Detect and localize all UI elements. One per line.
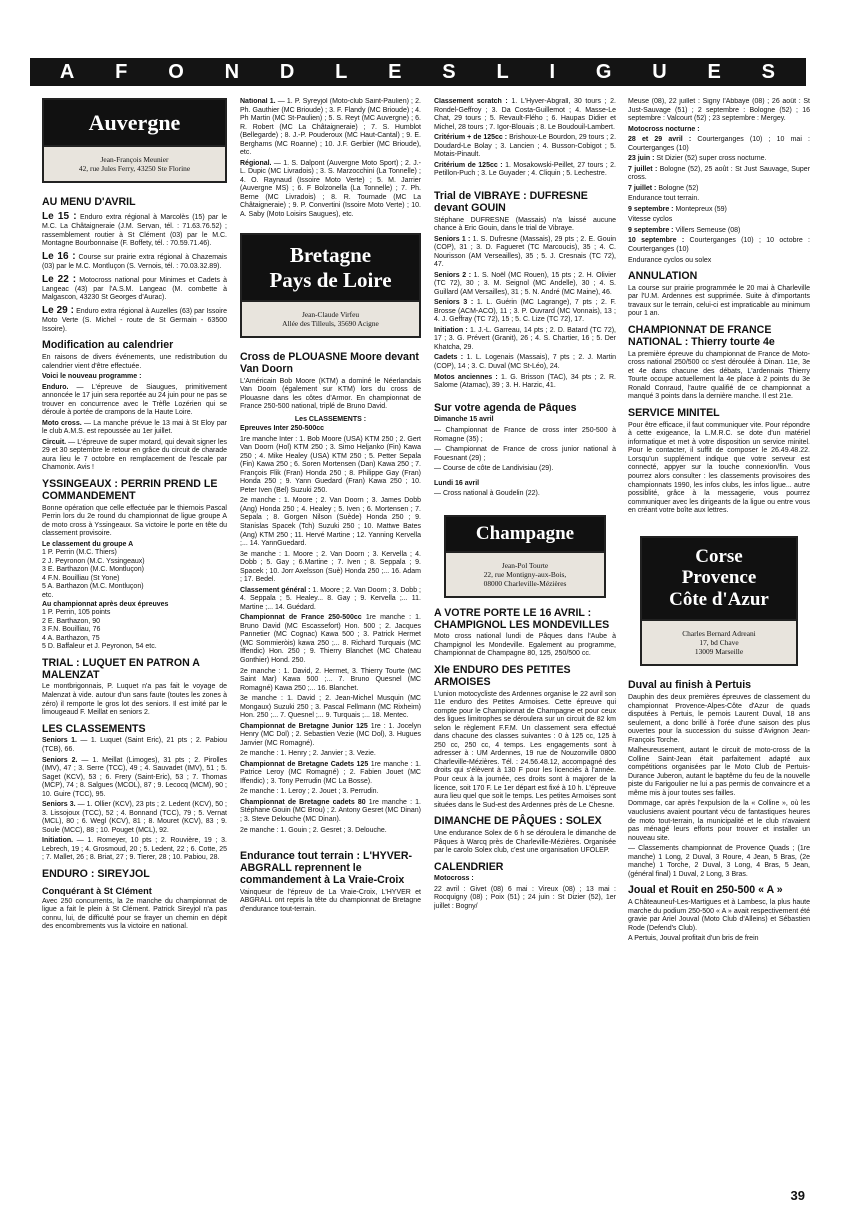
contact-address: Allée des Tilleuls, 35690 Acigne	[282, 318, 379, 328]
title-line: Côte d'Azur	[669, 589, 769, 611]
paragraph: 22 avril : Givet (08) 6 mai : Vireux (08) ; 13 mai : Rocquigny (08) ; Poix (51) ; 24 juin : St Dizier (52), 1er juillet : Bogny/	[434, 885, 616, 911]
lead: Régional.	[240, 159, 272, 167]
text: 1. L. Logenais (Massais), 7 pts ; 2. J. Martin (COP), 14 ; 3. C. Duval (MC St-Léo), 24.	[434, 354, 616, 370]
list-item: 4 F.N. Bouilliau (St Yone)	[42, 574, 120, 582]
lead: National 1.	[240, 98, 276, 105]
paragraph	[42, 439, 227, 473]
paragraph: 2e manche : 1. Henry ; 2. Janvier ; 3. Vezie.	[240, 750, 376, 758]
title-line: Pays de Loire	[269, 267, 392, 292]
text: 1. J.-L. Garreau, 14 pts ; 2. D. Batard (TC 72), 17 ; 3. G. Prévert (Granit), 26 ; 4. S. Chartier, 16 ; 5. Der Khatcha, 29.	[434, 326, 616, 351]
paragraph	[434, 299, 616, 325]
paragraph	[42, 274, 227, 303]
column-1	[42, 98, 227, 1198]
list-heading: Le classement du groupe A	[42, 540, 134, 548]
headline: YSSINGEAUX : PERRIN PREND LE COMMANDEMENT	[42, 477, 218, 502]
text: — L'épreuve de super motard, qui devait signer les 29 et 30 septembre le retour en grâce du circuit de charade aura lieu le 7 octobre en remplacement de l'escale par Chamonix. Avis !	[42, 438, 227, 472]
banner-letter: G	[595, 60, 613, 83]
league-contact	[446, 551, 604, 596]
lead: Initiation.	[42, 837, 74, 845]
paragraph	[42, 757, 227, 800]
paragraph: Endurance tout terrain.	[628, 195, 700, 203]
paragraph	[42, 305, 227, 334]
list-item: 5 D. Baffaleur et J. Peyronon, 54 etc.	[42, 643, 157, 651]
league-box-auvergne	[42, 98, 227, 183]
banner-letter: E	[388, 60, 403, 83]
banner-letter: A	[59, 60, 76, 83]
lead: Enduro.	[42, 383, 69, 391]
list-item: 4 A. Barthazon, 75	[42, 634, 100, 642]
paragraph	[434, 272, 616, 298]
lead: 7 juillet :	[628, 165, 658, 173]
paragraph	[628, 185, 810, 194]
banner-letter: I	[549, 60, 557, 83]
text: — 1. P. Syreyjol (Moto-club Saint-Paulien) ; 2. Ph. Gauthier (MC Brioude) ; 3. F. Flandy (MC Brioude) ; 4. Ph Martin (MC St-Paulien) ; 5. S. Reyt (MC Auvergne) ; 6. R. Robert (MC La Châtaigneraie) ; 7. S. Humblot (Bellegarde) ; 8. J.-P. Pouderoux (MC Haut-Cantal) ; 9. E. Berghams (MC Roanne) ; 10. J.F. Gerbier (MC Brioude), etc.	[240, 98, 421, 157]
league-title: Champagne	[446, 517, 604, 551]
text: 1. S. Noël (MC Rouen), 15 pts ; 2. H. Olivier (TC 72), 30 ; 3. M. Seignol (MC Andelle), 30 ; 4. S. Guillard (AM Versailles), 31 ; 5. N. André (MC Maine), 46.	[434, 271, 616, 296]
section-banner	[30, 58, 806, 86]
text: Course sur prairie extra régional à Chazemais (03) par le M.C. Montluçon (S. Vernois, tél. : 70.03.32.89).	[42, 254, 227, 271]
paragraph	[240, 425, 421, 434]
headline: Modification au calendrier	[42, 339, 174, 352]
paragraph: A Pertuis, Jouval profitait d'un bris de frein	[628, 935, 759, 943]
paragraph: — Course de côte de Landivisiau (29).	[434, 465, 554, 473]
lead: 23 juin :	[628, 155, 655, 163]
date-lead: Le 22 :	[42, 273, 77, 285]
paragraph: L'union motocycliste des Ardennes organise le 22 avril son 11e enduro des Petites Armoises. Cette épreuve qui compte pour le Championnat de Champagne et pour ceux des ligues limitrophes se déroulera sur un circuit de 82 km selon le règlement F.F.M. Un classement sera effectué dans chacune des classes suivantes : 0 à 125 cc, 125 à 250 cc, 250 cc, 4 temps. Les engagements sont à adresser à : UM Ardennes, 19 rue de Nouzonville 0800 Charleville-Mézières. Tél. : 24.56.48.12, accompagné des droits qui s'élèvent à 130 F pour les licenciés à l'année. Pour ceux à la journée, ces droits sont à majorer de la licence, soit 170 F. Le 1er départ est fixé à 10 h. L'épreuve aura lieu quel que soit le temps. Les petites Armoises sont situées dans le Sud-est des Ardennes près de Le Chesne.	[434, 690, 616, 809]
lead: Circuit.	[42, 438, 67, 446]
text: — 1. Meillat (Limoges), 31 pts ; 2. Pirolles (IMV), 47 ; 3. Serre (TCC), 49 ; 4. Sauvadet (IMV), 51 ; 5. Saget (KCV), 53 ; 6. Frery (Saint-Eric), 53 ; 7. Thomas (MCP), 74 ; 8. Salgues (MCOL), 87 ; 9. Lecocq (MCM), 90 ; 10. Guire (TCC), 95.	[42, 756, 227, 798]
subhead: Voici le nouveau programme :	[42, 373, 142, 381]
paragraph	[628, 155, 810, 164]
text: — La manche prévue le 13 mai à St Eloy par le club A.M.S. est repoussée au 1er juillet.	[42, 419, 227, 436]
column-4	[628, 98, 810, 1198]
headline: Duval au finish à Pertuis	[628, 679, 752, 692]
lead: Seniors 1.	[42, 737, 77, 745]
headline: Endurance tout terrain : L'HYVER-ABGRALL reprennent le commandement à La Vraie-Croix	[240, 850, 413, 886]
contact-name: Charles Bernard Adreani	[682, 629, 756, 639]
paragraph: 3e manche : 1. David ; 2. Jean-Michel Musquin (MC Mongaux) Suzuki 250 ; 3. Pascal Fellmann (MC Rixheim) Hon. 250 ;... 7. Quesnel ;... 9. Turquais ;... 18. Mentec.	[240, 695, 421, 720]
paragraph	[42, 373, 227, 382]
paragraph: 2e manche : 1. David, 2. Hermet, 3. Thierry Tourte (MC Saint Mar) Kawa 500 ;... 7. Bruno Quesnel (MC Romagné) Kawa 250 ;... 16. Blanchet.	[240, 667, 421, 692]
paragraph: 2e manche : 1. Gouin ; 2. Gesret ; 3. Delouche.	[240, 826, 387, 834]
contact-name: Jean-François Meunier	[100, 155, 169, 165]
lead: Seniors 1 :	[434, 235, 471, 243]
paragraph: Meuse (08), 22 juillet : Signy l'Abbaye (08) ; 26 août : St Just-Sauvage (51) ; 2 septembre : Bologne (52) ; 16 septembre : Valcourt (52) ; 23 septembre : Mergey.	[628, 98, 810, 123]
list-item: 1 P. Perrin, 105 points	[42, 609, 111, 617]
paragraph: L'Américain Bob Moore (KTM) a dominé le Néerlandais Van Doorn (également sur KTM) lors du cross de Plouasne dans les côtes d'Armor. En championnat de France 250-500 national, triplé de Bruno David.	[240, 377, 421, 411]
paragraph	[42, 801, 227, 835]
paragraph	[42, 384, 227, 418]
paragraph	[434, 327, 616, 353]
paragraph: — Championnat de France de cross junior national à Fouesnant (29) ;	[434, 446, 616, 462]
paragraph: Stéphane DUFRESNE (Massais) n'a laissé aucune chance à Eric Gouin, dans le trial de Vibraye.	[434, 216, 616, 233]
paragraph	[434, 875, 616, 884]
paragraph: — Classements championnat de Provence Quads ; (1re manche) 1 Long, 2 Duval, 3 Roure, 4 Jean, 5 Bras, (2e manche) 1 Torche, 2 Duval, 3 Long, 4 Bras, 5 Jean, (général final) 1 Duval, 2 Long, 3 Bras.	[628, 845, 810, 878]
paragraph: 1re manche Inter : 1. Bob Moore (USA) KTM 250 ; 2. Gert Van Doorn (Hol) KTM 250 ; 3. Simo Heljanko (Fin) Kawa 250 ; 4. Mike Healey (USA) KTM 250 ; 5. Petter Sepala (Fin) Kawa 250 ; 6. Soren Mortensen (Dan) Kawa 250 ; 7. François Flik (Fran) Honda 250 ; 8. Philippe Gay (Fran) Honda 250 ; 9. Yann Guedard (Fran) Kawa 250 ; 10. Peter Iven (Bel) Suzuki 250.	[240, 435, 421, 494]
league-title	[242, 235, 419, 299]
paragraph	[240, 98, 421, 158]
banner-letter: S	[442, 60, 457, 83]
headline: Joual et Rouit en 250-500 « A »	[628, 884, 783, 897]
text: Courterganges (10) ; 10 octobre : Courterganges (10)	[628, 237, 810, 253]
results-list	[42, 541, 227, 652]
text: Motocross national pour Minimes et Cadets à Langeac (43) par l'A.S.M. Langeac (M. combette à Malgascon, 43230 St Georges d'Aurac).	[42, 276, 227, 302]
league-title	[642, 538, 796, 620]
list-item: 2 J. Peyronon (M.C. Yssingeaux)	[42, 557, 145, 565]
headline: DIMANCHE DE PÂQUES : SOLEX	[434, 815, 602, 828]
paragraph	[628, 126, 810, 135]
league-box-champagne	[444, 515, 606, 598]
text: Bologne (52)	[656, 184, 699, 192]
paragraph	[240, 723, 421, 749]
paragraph	[628, 136, 810, 153]
column-2	[240, 98, 421, 1198]
paragraph: — Championnat de France de cross inter 250-500 à Romagne (35) ;	[434, 426, 616, 443]
title-line: Provence	[681, 567, 757, 589]
headline: TRIAL : LUQUET EN PATRON A MALENZAT	[42, 656, 200, 681]
text: Bologne (52), 25 août : St Just Sauvage, Super cross.	[628, 165, 810, 182]
paragraph: Malheureusement, autant le circuit de moto-cross de la Colline Saint-Jean était parfaitement adapté aux compétitions organisées par le Moto Club de Pertuis-Durance Juberon, autant le baptême du feu de la nouvelle piste du Farigoulier ne lui a pas permis de convaincre et a même mis à jour toutes ses failles.	[628, 747, 810, 797]
paragraph	[628, 166, 810, 183]
paragraph: Endurance cyclos ou solex	[628, 256, 712, 264]
text: 1. S. Dufresne (Massais), 29 pts ; 2. E. Gouin (COP), 31 ; 3. D. Fagueret (TC Marcoucis), 35 ; 4. C. Nourisson (AM Verseailles), 35 ; 5. J. Cresnais (TC 72), 47.	[434, 235, 616, 269]
lead: Seniors 3.	[42, 801, 76, 809]
paragraph: La course sur prairie programmée le 20 mai à Charleville par l'U.M. Ardennes est supprimée. Suite à d'importants travaux sur le terrain, celui-ci est impraticable au minimum pour 1 an.	[628, 284, 810, 318]
contact-address: 22, rue Montigny-aux-Bois,	[483, 569, 567, 579]
text: Montepreux (59)	[673, 205, 727, 213]
paragraph	[434, 162, 616, 179]
lead: Cadets :	[434, 354, 464, 362]
paragraph: A Châteauneuf-Les-Martigues et à Lambesc, la plus haute marche du podium 250-500 « A » avait respectivement été gravie par Ariel Jouval (Moto Club d'Alleins) et Sébastien Rode (Defend's Club).	[628, 899, 810, 932]
paragraph	[240, 160, 421, 220]
headline: ANNULATION	[628, 270, 698, 283]
contact-city: 08000 Charleville-Mézières	[483, 578, 567, 588]
league-title: Auvergne	[44, 100, 225, 145]
league-contact	[44, 145, 225, 181]
banner-letter: F	[115, 60, 129, 83]
paragraph: Le montbrigonnais, P. Luquet n'a pas fait le voyage de Malenzat à vide. autour d'un sans faute (toutes les zones à zéro) il remporte le gros lot des seniors. Il est imité par le limougeaud F. Meillat en seniors 2.	[42, 683, 227, 717]
headline: XIe ENDURO DES PETITES ARMOISES	[434, 663, 571, 688]
lead: Championnat de Bretagne cadets 80	[240, 798, 366, 806]
text: — 1. S. Dalpont (Auvergne Moto Sport) ; 2. J.-L. Dupic (MC Livradois) ; 3. S. Marzocchini (La Tonnelle) ; 4. O. Raynaud (Issoire Moto Verte) ; 5. M. Jarrier (Auvergne MS) ; 6. F Bolzonella (La Tonnelle) ; 7. Ph. Berne (MC Livradois) ; 8. R. Tournade (MC La Châtaigneraie) ; 9. P. Convertini (Issoire Moto Verte) ; 10. A. Saby (Moto Loisirs Saugues), etc.	[240, 159, 421, 218]
page-number: 39	[790, 1188, 805, 1203]
paragraph: En raisons de divers événements, une redistribution du calendrier vient d'être effectuée.	[42, 354, 227, 370]
paragraph	[240, 761, 421, 787]
lead: 7 juillet :	[628, 184, 657, 192]
headline: Sur votre agenda de Pâques	[434, 401, 577, 414]
lead: Initiation :	[434, 326, 468, 334]
list-item: 1 P. Perrin (M.C. Thiers)	[42, 549, 117, 557]
text: — 1. Luquet (Saint Eric), 21 pts ; 2. Pabiou (TCB), 66.	[42, 737, 227, 753]
paragraph	[434, 134, 616, 160]
text: — 1. Ollier (KCV), 23 pts ; 2. Ledent (KCV), 50 ; 3. Lissojoux (TCC), 52 ; 4. Bonnand (TCC), 79 ; 5. Vernat (MCL), 80 ; 6. Wegl (KCV), 81 ; 8. Mouret (KCV), 83 ; 9. Soule (MCC), 88 ; 10. Pouget (MCL), 92.	[42, 801, 227, 834]
lead: Seniors 2.	[42, 756, 78, 764]
headline: AU MENU D'AVRIL	[42, 196, 136, 209]
paragraph: Dauphin des deux premières épreuves de classement du championnat Provence-Alpes-Côte d'Azur de quads disputées à Pertuis, le pernois Laurent Duval, 18 ans seulement, a donc brillé à l'orée d'une saison des plus ouvertes pour la succession du suisse d'Avignon Jean-François Torche.	[628, 694, 810, 744]
subheadline: Conquérant à St Clément	[42, 885, 152, 896]
lead: 10 septembre :	[628, 237, 685, 245]
banner-letter: L	[496, 60, 510, 83]
lead: Motocross nocturne :	[628, 125, 700, 133]
banner-letter: D	[279, 60, 296, 83]
lead: Motocross :	[434, 875, 474, 883]
paragraph: Pour être efficace, il faut communiquer vite. Pour répondre à cette exigeance, la L.M.R.C. se dote d'un matériel informatique et met à votre disposition un service minitel. Pour le contacter, il suffit de composer le 26.49.48.22. Lorsqu'un supplément indique que votre serveur est connecté, appyer sur la touche connexion/fin. Vous pourrez alors consulter : les classements provisoires des championnats 1990, les infos clubs, les infos ligue... autre possiblité, grâce à la messagerie, vous pourrez communiquer avec les dirigeants de la ligue ou entre vous en créant votre boîte aux lettres.	[628, 421, 810, 515]
lead: 9 septembre :	[628, 226, 674, 234]
column-3	[434, 98, 616, 1198]
text: 1. G. Brisson (TAC), 34 pts ; 2. R. Salome (Atamac), 39 ; 3. H. Harzic, 41.	[434, 373, 616, 390]
text: 1re : 1. Jocelyn Henry (MC Dol) ; 2. Sebastien Vezie (MC Dol), 3. Hugues Janvier (MC Romagné).	[240, 722, 421, 747]
text: Villers Semeuse (08)	[673, 226, 741, 234]
text: 1. L'Hyver-Abgrall, 30 tours ; 2. Rondel-Geffroy ; 3. Da Costa-Guillemot ; 4. Masse-Le Chat, 29 tours ; 5. Revault-Flého ; 6. Haupas Didier et Michel, 28 tours ; 7. Igor-Blouais ; 8. Le Boudouil-Lambert.	[434, 98, 616, 131]
title-line: Bretagne	[289, 243, 372, 268]
lead: 28 et 29 avril :	[628, 136, 692, 144]
date-lead: Le 16 :	[42, 251, 76, 262]
headline: CHAMPIONNAT DE FRANCE NATIONAL : Thierry tourte 4e	[628, 324, 775, 348]
date-lead: Le 29 :	[42, 304, 74, 316]
text: 1. L. Guérin (MC Lagrange), 7 pts ; 2. F. Brosse (ACM-ACO), 11 ; 3. P. Ouvrard (MC Vonnais), 13 ; 4. J. Geffray (TC 72), 15 ; 5. C. Lize (TC 72), 17.	[434, 299, 616, 324]
lead: Classement scratch :	[434, 98, 508, 105]
paragraph	[434, 374, 616, 391]
text: 1. Moore ; 2. Van Doorn ; 3. Dobb ; 4. Seppala ; 5. Healey... 8. Gay ; 9. Kervella ;... 11. Martine ;... 14. Guédard.	[240, 586, 421, 611]
lead: Seniors 2 :	[434, 271, 472, 279]
text: — L'épreuve de Siaugues, primitivement annoncée le 17 juin sera reportée au 24 juin pour ne pas se trouver en concurrence avec le Trèfle Lozérien qui se déroule à portée de crampons de la Haute Loire.	[42, 383, 227, 417]
paragraph: — Cross national à Goudelin (22).	[434, 490, 540, 498]
lead: Critérium + de 125cc :	[434, 134, 508, 142]
text: St Dizier (52) super cross nocturne.	[654, 155, 767, 163]
headline: CALENDRIER	[434, 860, 504, 873]
banner-letter: S	[761, 60, 776, 83]
headline: LES CLASSEMENTS	[42, 722, 146, 735]
paragraph: La première épreuve du championnat de France de Moto-cross national 250/500 cc s'est déroulée à Dinan. 11e, 3e et 4e dans chacune des débats, L'ardennais Thierry Tourte occupe actuellement la 4e place à 2 points du 3e Ronald Conraud, l'autre qualifié de ce championnat a manqué 3 points dans la dernière manche. Il est 21e.	[628, 350, 810, 401]
lead: Dimanche 15 avril	[434, 416, 494, 424]
paragraph: Bonne opération que celle effectuée par le thiernois Pascal Perrin lors du 2e round du championnat de ligue groupe A de moto cross à Yssingeaux. Sa victoire le porte en tête du classement provisoire.	[42, 504, 227, 538]
paragraph	[240, 799, 421, 825]
subhead: Les CLASSEMENTS :	[294, 415, 367, 423]
paragraph: Moto cross national lundi de Pâques dans l'Aube à Champignol les Mondeville. Egalement au programme, Championnat de Champagne 80, 125, 250/500 cc.	[434, 633, 616, 658]
lead: Championnat de Bretagne Cadets 125	[240, 760, 369, 768]
paragraph	[434, 354, 616, 371]
paragraph	[240, 587, 421, 613]
date-lead: Le 15 :	[42, 211, 77, 223]
text: Brishoux-Le Bourdon, 29 tours ; 2. Doudard-Le Bolay ; 3. Lancien ; 4. Busson-Cobigot ; 5. Motais-Pinault.	[434, 134, 616, 159]
paragraph: 3e manche : 1. Moore ; 2. Van Doorn ; 3. Kervella ; 4. Dobb ; 5. Gay ; 6.Martine ; 7. Iven ; 8. Seppala ; 9. Spacek ; 10. Jorr Axelsson (Suè) Honda 250 ;... 16. Adam ; 17. Bedel.	[240, 550, 421, 584]
paragraph	[42, 211, 227, 249]
lead: Lundi 16 avril	[434, 479, 480, 487]
text: 1re manche : 1. Stéphane Gouin (MC Brou) ; 2. Antony Gesret (MC Dinan) ; 3. Steve Delouche (MC Dinan).	[240, 798, 421, 823]
paragraph	[434, 480, 616, 489]
text: 1. Mosakowski-Peillet, 27 tours ; 2. Petillon-Puch ; 3. Le Guyader ; 4. Cliquin ; 5. Lechestre.	[434, 161, 616, 178]
paragraph	[628, 227, 810, 236]
contact-name: Jean-Pol Tourte	[501, 560, 549, 570]
lead: Critérium de 125cc :	[434, 161, 503, 169]
paragraph	[42, 420, 227, 437]
paragraph	[240, 614, 421, 665]
headline: ENDURO : SIREYJOL	[42, 867, 150, 880]
league-contact	[242, 300, 419, 336]
lead: Championnat de France 250-500cc	[240, 614, 362, 622]
headline: A VOTRE PORTE LE 16 AVRIL : CHAMPIGNOL LES MONDEVILLES	[434, 606, 610, 631]
headline: SERVICE MINITEL	[628, 406, 720, 419]
list-item: 2 E. Barthazon, 90	[42, 617, 100, 625]
paragraph: 2e manche : 1. Leroy ; 2. Jouet ; 3. Perrudin.	[240, 788, 379, 796]
paragraph: Vitesse cyclos	[628, 216, 673, 224]
list-item: 3 E. Barthazon (M.C. Montluçon)	[42, 566, 144, 574]
text: 1re manche : 1. Bruno David (MC Escassefort) Hon. 500 ; 2. Jacques Pannetier (MC Cognac) Kawa 500 ; 3. Patrick Hermet (MC Sommieròis) kawa 250 ;... 8. Richard Turquais (MC Iffendic) Hon. 250 ; 9. Thierry Blanchet (MC Chateau Gonthier) Hond. 250.	[240, 614, 421, 664]
paragraph: Avec 250 concurrents, la 2e manche du championnat de ligue a fait le plein à St Clément. Patrick Sireyjol n'a pas connu, lui, de difficulté pour se frayer un chemin en dépit des encombrements vus la victoire en national.	[42, 897, 227, 931]
title-line: Corse	[695, 545, 743, 567]
contact-address: 17, bd Chave	[699, 638, 739, 648]
lead: Seniors 3 :	[434, 299, 474, 307]
list-item: 5 A. Barthazon (M.C. Montluçon)	[42, 583, 144, 591]
paragraph: Dommage, car après l'expulsion de la « Colline », où les vauclusiens avaient pourtant vécu de fantastiques heures de moto tout-terrain, la municipalité et le club n'avaient pas ménagé leurs efforts pour trouver et installer un nouveau site.	[628, 800, 810, 842]
paragraph	[434, 236, 616, 270]
paragraph	[434, 416, 616, 425]
list-item: etc.	[42, 592, 54, 600]
banner-letter: E	[707, 60, 722, 83]
text: Enduro extra régional à Marcolès (15) par le M.C. La Châtaigneraie (J.M. Servan, tél. : 71.63.76.52) ; rassemblement routier à St Clément (03) par le M.C. Montagne Bourbonnaise (F. Boffety, tél. : 70.59.71.46).	[42, 214, 227, 248]
banner-letter: O	[168, 60, 185, 83]
paragraph	[434, 98, 616, 132]
lead: Championnat de Bretagne Junior 125	[240, 722, 368, 730]
paragraph	[42, 837, 227, 863]
list-heading: Au championnat après deux épreuves	[42, 600, 169, 608]
paragraph	[628, 206, 810, 215]
text: — 1. Romeyer, 10 pts ; 2. Rouvière, 19 ; 3. Lebrech, 19 ; 4. Grosmoud, 20 ; 5. Ledent, 22 ; 6. Cotte, 25 ; 7. Mallet, 26 ; 8. Briat, 27 ; 9. Tierer, 28 ; 10. Pabiou, 28.	[42, 837, 227, 862]
text: Enduro extra régional à Auzelles (63) par Issoire Moto Verte (S. Michel - route de St Germain - 63500 Issoire).	[42, 307, 227, 333]
league-box-corse	[640, 536, 798, 667]
lead: 9 septembre :	[628, 205, 674, 213]
lead: Epreuves Inter 250-500cc	[240, 425, 325, 433]
paragraph: 2e manche : 1. Moore ; 2. Van Doorn ; 3. James Dobb (Ang) Honda 250 ; 4. Healey ; 5. Iven ; 6. Mortensen ; 7. Sepala ; 8. Gorgen Nilson (Suède) Honda 250 ; 9. Stanislas Spacek (Tch) Suzuki 250 ; 10. Mattwe Bates (Ang) KTM 250 ; 11. Hervé Martine ; 12. Yanning Kervella ;... 14. YannGuedard.	[240, 497, 421, 548]
league-box-bretagne	[240, 233, 421, 337]
headline: Cross de PLOUASNE Moore devant Van Doorn	[240, 350, 419, 375]
banner-letter: U	[652, 60, 668, 83]
banner-letter: N	[224, 60, 241, 83]
contact-address: 42, rue Jules Ferry, 43250 Ste Florine	[78, 164, 191, 174]
paragraph: Une endurance Solex de 6 h se déroulera le dimanche de Pâques à Warcq près de Charleville-Mézières. Organisée par le carolo Solex club, c'est une organisation UFOLEP.	[434, 829, 616, 855]
league-contact	[642, 619, 796, 664]
contact-city: 13009 Marseille	[694, 647, 744, 657]
text: 1re manche : 1. Patrice Leroy (MC Romagné) ; 2. Fabien Jouet (MC Iffendic) ; 3. Tony Perrudin (MC La Bosse).	[240, 760, 421, 785]
headline: Trial de VIBRAYE : DUFRESNE devant GOUIN	[434, 189, 588, 214]
paragraph: Vainqueur de l'épreuv de La Vraie-Croix, L'HYVER et ABGRALL ont repris la tête du championnat de Bretagne d'endurance tout-terrain.	[240, 888, 421, 913]
paragraph	[42, 251, 227, 272]
contact-name: Jean-Claude Virfeu	[301, 309, 360, 319]
paragraph	[42, 737, 227, 754]
lead: Motos anciennes :	[434, 373, 498, 381]
list-item: 3 F.N. Bouilliau, 76	[42, 626, 101, 634]
paragraph	[628, 237, 810, 254]
text: Courterganges (10) ; 10 mai : Courterganges (10)	[628, 136, 810, 152]
lead: Moto cross.	[42, 419, 82, 427]
banner-letter: L	[335, 60, 349, 83]
lead: Classement général :	[240, 586, 311, 594]
